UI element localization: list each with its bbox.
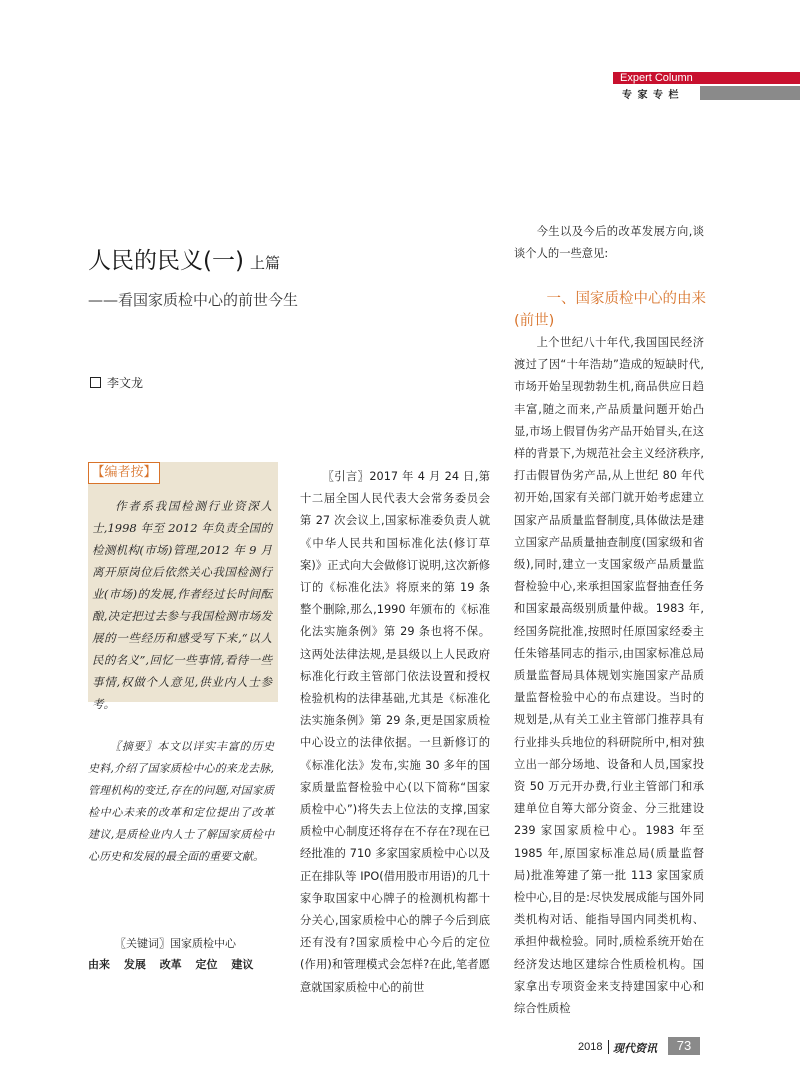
footer-separator (608, 1040, 609, 1054)
editor-note-tag: 【编者按】 (88, 462, 160, 484)
abstract: 〖摘要〗本文以详实丰富的历史史料,介绍了国家质检中心的来龙去脉,管理机构的变迁,存在的问题,对国家质检中心未来的改革和定位提出了改革建议,是质检业内人士了解国家质检中心历史和发展的最全面的重要文献。 (88, 740, 274, 863)
keyword: 发展 (123, 958, 146, 971)
column3-continuation: 今生以及今后的改革发展方向,谈谈个人的一些意见: (514, 225, 704, 261)
section-heading-line1: 一、国家质检中心的由来 (546, 291, 706, 307)
article-title (88, 242, 280, 275)
intro-paragraph: 〖引言〗2017 年 4 月 24 日,第十二届全国人民代表大会常务委员会第 27 次会议上,国家标准委负责人就《中华人民共和国标准化法(修订草案)》正式向大会做修订说明,这次新修订的《标准化法》将原来的第 19 条整个删除,那么,1990 年颁布的《标准化法实施条例》第 29 条也将不保。这两处法律法规,是县级以上人民政府标准化行政主管部门依法设置和授权检验机构的法律基础,尤其是《标准化法实施条例》第 29 条,更是国家质检中心设立的法律依据。一旦新修订的《标准化法》发布,实施 30 多年的国家质量监督检验中心(以下简称“国家质检中心”)将失去上位法的支撑,国家质检中心制度还将存在不存在?现在已经批准的 710 多家国家质检中心以及正在排队等 IPO(借用股市用语)的几十家争取国家中心牌子的检测机构都十分关心,国家质检中心的牌子今后到底还有没有?国家质检中心今后的定位(作用)和管理模式会怎样?在此,笔者愿意就国家质检中心的前世 (300, 470, 490, 994)
footer-year: 2018 (578, 1041, 603, 1053)
author-box-icon (90, 377, 101, 388)
keyword: 由来 (88, 958, 110, 971)
keyword: 改革 (159, 958, 182, 971)
keyword: 定位 (195, 958, 218, 971)
header-column-en: Expert Column (620, 72, 693, 84)
header-column-cn: 专 家 专 栏 (622, 90, 680, 101)
section1-paragraph: 上个世纪八十年代,我国国民经济渡过了因“十年浩劫”造成的短缺时代,市场开始呈现勃勃生机,商品供应日趋丰富,随之而来,产品质量问题开始凸显,市场上假冒伪劣产品开始冒头,在这样的背景下,为规范社会主义经济秩序,打击假冒伪劣产品,从上世纪 80 年代初开始,国家有关部门就开始考虑建立国家产品质量监督制度,具体做法是建立国家产品质量抽查制度(国家级和省级),同时,建立一支国家级产品质量监督检验中心,来承担国家监督抽查任务和国家最高级别质量仲裁。1983 年,经国务院批准,按照时任原国家经委主任朱镕基同志的指示,由国家标准总局质量监督局具体规划实施国家产品质量监督检验中心的布点建设。当时的规划是,从有关工业主管部门推荐具有行业排头兵地位的科研院所中,相对独立出一部分场地、设备和人员,国家投资 50 万元开办费,行业主管部门和承建单位自筹大部分资金、分三批建设 239 家国家质检中心。1983 年至 1985 年,原国家标准总局(质量监督局)批准筹建了第一批 113 家国家质检中心,目的是:尽快发展成能与国外同类机构对话、能指导国内同类机构、承担仲裁检验。同时,质检系统开始在经济发达地区建综合性质检机构。国家拿出专项资金来支持建国家中心和综合性质检 (514, 336, 704, 1016)
header-grey-bar (700, 86, 800, 100)
keywords-list (88, 956, 263, 972)
title-part: 上篇 (249, 254, 280, 272)
title-main: 人民的民义(一) (88, 248, 244, 274)
section-heading (514, 288, 706, 332)
author-name: 李文龙 (107, 376, 144, 390)
section-heading-line2: (前世) (514, 313, 555, 329)
page-number: 73 (668, 1037, 700, 1055)
author-line (90, 374, 143, 391)
footer-magazine: 现代资讯 (613, 1042, 657, 1055)
keyword: 建议 (231, 958, 254, 971)
article-subtitle: ——看国家质检中心的前世今生 (88, 291, 299, 309)
editor-note-text: 作者系我国检测行业资深人士,1998 年至 2012 年负责全国的检测机构(市场)管理,2012 年 9 月离开原岗位后依然关心我国检测行业(市场)的发展,作者经过长时间酝酿,决定把过去参与我国检测市场发展的一些经历和感受写下来,“以人民的名义”,回忆一些事情,看待一些事情,权做个人意见,供业内人士参考。 (92, 499, 272, 711)
keywords-label: 〖关键词〗国家质检中心 (115, 937, 236, 950)
